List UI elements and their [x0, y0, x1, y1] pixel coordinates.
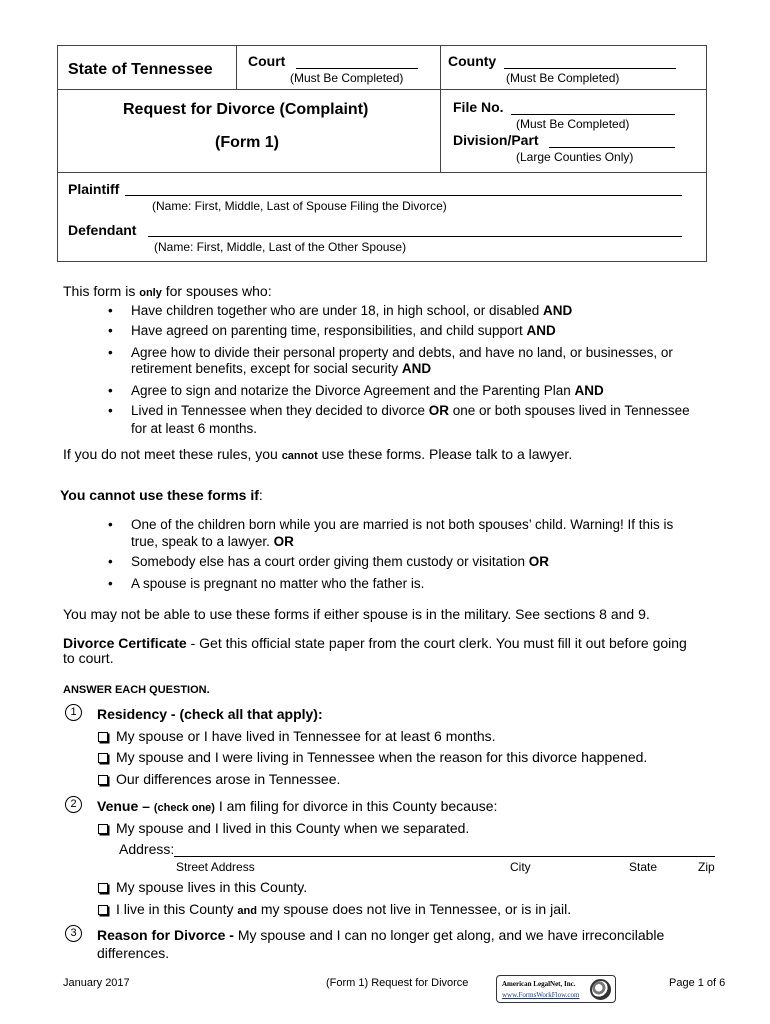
county-field[interactable]: [504, 68, 676, 69]
header-divider: [57, 89, 707, 90]
address-city-caption: City: [510, 860, 531, 874]
list-item: • Lived in Tennessee when they decided to divorce OR one or both spouses lived in Tennessee: [108, 403, 690, 418]
address-state-caption: State: [629, 860, 658, 874]
form-title: Request for Divorce (Complaint): [123, 101, 369, 118]
list-item: • Have children together who are under 18, in high school, or disabled AND: [108, 303, 573, 318]
footer-form-name: (Form 1) Request for Divorce: [326, 977, 469, 989]
file-no-label: File No.: [453, 99, 504, 115]
division-field[interactable]: [549, 147, 675, 148]
checkbox[interactable]: [98, 883, 108, 893]
answer-heading: ANSWER EACH QUESTION.: [63, 684, 210, 696]
q1-title: Residency - (check all that apply):: [97, 706, 323, 722]
publisher-logo: American LegalNet, Inc. www.FormsWorkFlow.com: [496, 975, 616, 1003]
footer-date: January 2017: [63, 977, 130, 989]
checkbox[interactable]: [98, 753, 108, 763]
plaintiff-note: (Name: First, Middle, Last of Spouse Filing the Divorce): [152, 199, 447, 213]
list-item-cont: for at least 6 months.: [131, 421, 258, 436]
division-note: (Large Counties Only): [516, 150, 634, 164]
question-number-1: 1: [65, 703, 82, 721]
court-field[interactable]: [296, 68, 418, 69]
list-item: • Somebody else has a court order giving them custody or visitation OR: [108, 554, 549, 569]
q2-option-1[interactable]: My spouse and I lived in this County when we separated.: [98, 820, 469, 836]
q2-option-2[interactable]: My spouse lives in this County.: [98, 879, 307, 895]
state-title: State of Tennessee: [68, 61, 213, 78]
file-no-field[interactable]: [511, 114, 675, 115]
q2-title: Venue – (check one) I am filing for divorce in this County because:: [97, 798, 498, 814]
division-label: Division/Part: [453, 132, 539, 148]
court-label: Court: [248, 53, 286, 69]
list-item: • One of the children born while you are married is not both spouses’ child. Warning! If this is: [108, 517, 674, 532]
q1-option-3[interactable]: Our differences arose in Tennessee.: [98, 771, 340, 787]
checkbox[interactable]: [98, 775, 108, 785]
q1-option-2[interactable]: My spouse and I were living in Tennessee when the reason for this divorce happened.: [98, 749, 647, 765]
defendant-field[interactable]: [148, 236, 682, 237]
county-note: (Must Be Completed): [506, 71, 620, 85]
header-divider: [440, 45, 441, 172]
list-item: • Agree how to divide their personal property and debts, and have no land, or businesses, or: [108, 345, 673, 360]
rules-note: If you do not meet these rules, you cannot use these forms. Please talk to a lawyer.: [63, 446, 573, 462]
globe-icon: [590, 979, 611, 1000]
header-divider: [57, 172, 707, 173]
defendant-label: Defendant: [68, 222, 137, 238]
q1-option-1[interactable]: My spouse or I have lived in Tennessee for at least 6 months.: [98, 728, 496, 744]
address-street-caption: Street Address: [176, 860, 255, 874]
address-label: Address:: [119, 841, 175, 857]
certificate-note: Divorce Certificate - Get this official state paper from the court clerk. You must fill it out before going: [63, 635, 687, 651]
checkbox[interactable]: [98, 905, 108, 915]
cannot-heading: You cannot use these forms if:: [60, 487, 263, 503]
list-item: • Have agreed on parenting time, responsibilities, and child support AND: [108, 323, 556, 338]
intro-text: This form is only for spouses who:: [63, 283, 272, 299]
military-note: You may not be able to use these forms if either spouse is in the military. See sections 8 and 9.: [63, 606, 650, 622]
form-number: (Form 1): [215, 134, 279, 151]
question-number-2: 2: [65, 795, 82, 813]
list-item: • A spouse is pregnant no matter who the father is.: [108, 576, 425, 591]
page-number: Page 1 of 6: [669, 977, 726, 989]
plaintiff-field[interactable]: [125, 195, 682, 196]
question-number-3: 3: [65, 924, 82, 942]
q3-title: Reason for Divorce - My spouse and I can no longer get along, and we have irreconcilable: [97, 927, 665, 943]
checkbox[interactable]: [98, 824, 108, 834]
certificate-note-cont: to court.: [63, 650, 114, 666]
defendant-note: (Name: First, Middle, Last of the Other Spouse): [154, 240, 407, 254]
list-item-cont: retirement benefits, except for social security AND: [131, 361, 432, 376]
plaintiff-label: Plaintiff: [68, 181, 120, 197]
file-no-note: (Must Be Completed): [516, 117, 630, 131]
list-item-cont: true, speak to a lawyer. OR: [131, 534, 294, 549]
court-note: (Must Be Completed): [290, 71, 404, 85]
q2-option-3[interactable]: I live in this County and my spouse does not live in Tennessee, or is in jail.: [98, 901, 571, 917]
address-field[interactable]: [174, 856, 715, 857]
list-item: • Agree to sign and notarize the Divorce Agreement and the Parenting Plan AND: [108, 383, 604, 398]
address-zip-caption: Zip: [698, 860, 715, 874]
checkbox[interactable]: [98, 732, 108, 742]
header-divider: [236, 45, 237, 90]
county-label: County: [448, 53, 497, 69]
publisher-link[interactable]: www.FormsWorkFlow.com: [502, 991, 580, 999]
q3-title-cont: differences.: [97, 945, 170, 961]
